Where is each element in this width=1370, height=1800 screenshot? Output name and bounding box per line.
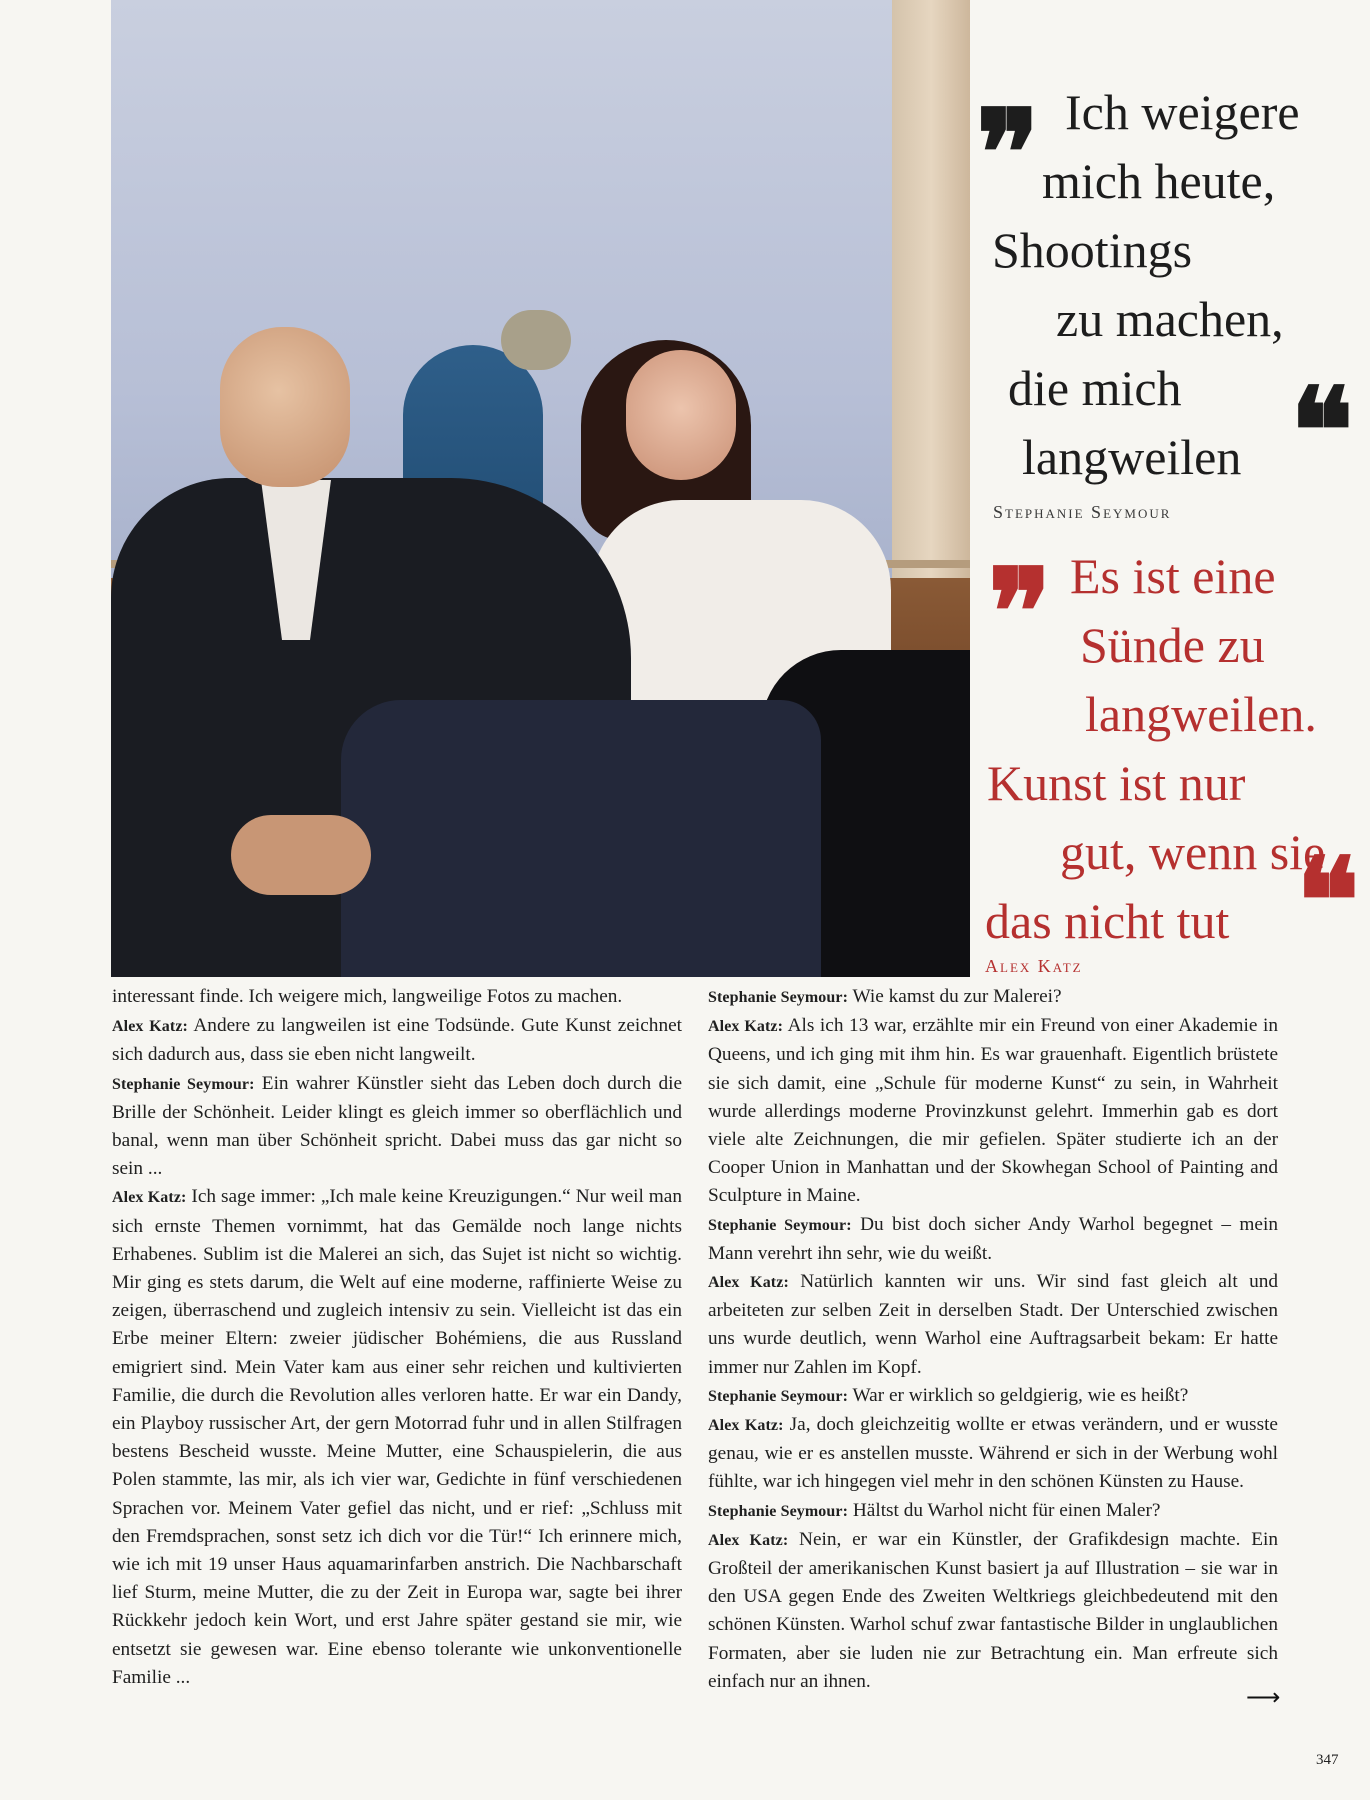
page-number: 347	[1316, 1752, 1339, 1768]
speaker-name: Stephanie Seymour:	[708, 1216, 852, 1234]
speaker-name: Alex Katz:	[112, 1189, 187, 1207]
speaker-name: Alex Katz:	[708, 1417, 784, 1435]
interview-paragraph	[112, 1183, 682, 1692]
speaker-name: Alex Katz:	[112, 1018, 188, 1036]
paragraph-text: Hältst du Warhol nicht für einen Maler?	[848, 1499, 1161, 1521]
interview-paragraph	[708, 1411, 1278, 1497]
paragraph-text: Als ich 13 war, erzählte mir ein Freund von einer Akademie in Queens, und ich ging mit ihm hin. Es war grauenhaft. Eigentlich brüstete sie sich damit, eine „Schule für moderne Kunst“ zu sein, in Wahrheit wurde allerdings moderne Provinzkunst gelehrt. Immerhin gab es dort viele alte Zeichnungen, die mir gefielen. Später studierte ich an der Cooper Union in Manhattan und der Skowhegan School of Painting and Sculpture in Maine.	[708, 1015, 1278, 1207]
close-quote-icon: ❝	[1296, 837, 1360, 968]
speaker-name: Alex Katz:	[708, 1018, 784, 1036]
article-column-left	[112, 983, 682, 1692]
open-quote-icon: ❞	[976, 89, 1040, 220]
interview-paragraph	[708, 1211, 1278, 1268]
man-head	[220, 327, 350, 487]
speaker-name: Stephanie Seymour:	[708, 989, 849, 1006]
quote-line: die mich	[1008, 360, 1182, 416]
interview-paragraph	[708, 1268, 1278, 1382]
man-jeans	[341, 700, 821, 977]
speaker-name: Stephanie Seymour:	[708, 1387, 849, 1405]
interview-paragraph	[708, 983, 1278, 1012]
paragraph-text: Ja, doch gleichzeitig wollte er etwas verändern, und er wusste genau, wie er es anstellen musste. Während er sich in der Werbung wohl fühlte, war ich hingegen viel mehr in den schönen Künsten zu Hause.	[708, 1414, 1278, 1493]
paragraph-text: Andere zu langweilen ist eine Todsünde. Gute Kunst zeichnet sich dadurch aus, dass sie eben nicht langweilt.	[112, 1015, 682, 1066]
quote-attribution: Alex Katz	[985, 956, 1083, 976]
interview-paragraph	[112, 983, 682, 1012]
quote-line: Shootings	[992, 222, 1193, 278]
speaker-name: Stephanie Seymour:	[708, 1502, 849, 1520]
interview-paragraph	[112, 1070, 682, 1184]
quote-line: mich heute,	[1042, 153, 1276, 209]
speaker-name: Alex Katz:	[708, 1274, 789, 1292]
painting-head	[501, 310, 571, 370]
interview-paragraph	[708, 1382, 1278, 1411]
speaker-name: Stephanie Seymour:	[112, 1075, 255, 1093]
wall-panel	[892, 0, 970, 600]
paragraph-text: Du bist doch sicher Andy Warhol begegnet – mein Mann verehrt ihn sehr, wie du weißt.	[708, 1213, 1278, 1264]
open-quote-icon: ❞	[988, 548, 1052, 679]
portrait-photo	[111, 0, 970, 977]
interview-paragraph	[708, 1526, 1278, 1696]
woman-face	[626, 350, 736, 480]
paragraph-text: Natürlich kannten wir uns. Wir sind fast gleich alt und arbeiteten zur selben Zeit in derselben Stadt. Der Unterschied zwischen uns wurde deutlich, wenn Warhol eine Auftragsarbeit bekam: Er hatte immer nur Zahlen im Kopf.	[708, 1271, 1278, 1378]
quote-line: gut, wenn sie	[1060, 824, 1326, 880]
continue-arrow-icon: ⟶	[1246, 1685, 1281, 1711]
quote-line: zu machen,	[1056, 291, 1284, 347]
quote-attribution: Stephanie Seymour	[993, 502, 1172, 522]
quote-line: langweilen	[1022, 429, 1242, 485]
man-hand	[231, 815, 371, 895]
paragraph-text: Ich sage immer: „Ich male keine Kreuzigungen.“ Nur weil man sich ernste Themen vornimmt, hat das Gemälde noch lange nichts Erhabenes. Sublim ist die Malerei an sich, das Sujet ist nicht so wichtig. Mir ging es stets darum, die Welt auf eine moderne, raffinierte Weise zu zeigen, überraschend und zugleich intensiv zu sein. Vielleicht ist das ein Erbe meiner Eltern: zweier jüdischer Bohémiens, die aus Russland emigriert sind. Mein Vater kam aus einer sehr reichen und kultivierten Familie, die durch die Revolution alles verloren hatte. Er war ein Dandy, ein Playboy russischer Art, der gern Motorrad fuhr und in allen Stilfragen bestens Bescheid wusste. Meine Mutter, eine Schauspielerin, die aus Polen stammte, las mir, als ich vier war, Gedichte in fünf verschiedenen Sprachen vor. Meinem Vater gefiel das nicht, und er rief: „Schluss mit den Fremdsprachen, sonst setz ich dich vor die Tür!“ Ich erinnere mich, wie ich mit 19 unser Haus aquamarinfarben anstrich. Die Nachbarschaft lief Sturm, meine Mutter, die zu der Zeit in Europa war, sagte bei ihrer Rückkehr jedoch kein Wort, und erst Jahre später gestand sie mir, wie entsetzt sie gewesen war. Eine ebenso tolerante wie unkonventionelle Familie ...	[112, 1186, 682, 1688]
paragraph-text: Nein, er war ein Künstler, der Grafikdesign machte. Ein Großteil der amerikanischen Kunst basiert ja auf Illustration – sie war in den USA gegen Ende des Zweiten Weltkriegs gleichbedeutend mit den schönen Künsten. Warhol schuf zwar fantastische Bilder in unglaublichen Formaten, aber sie luden nie zur Betrachtung ein. Man erfreute sich einfach nur an ihnen.	[708, 1528, 1278, 1692]
close-quote-icon: ❝	[1290, 367, 1354, 498]
quote-line: Ich weigere	[1065, 84, 1300, 140]
paragraph-text: interessant finde. Ich weigere mich, langweilige Fotos zu machen.	[112, 986, 623, 1007]
quote-line: langweilen.	[1085, 686, 1317, 742]
quote-line: Sünde zu	[1080, 617, 1265, 673]
quote-line: Es ist eine	[1070, 548, 1276, 604]
interview-paragraph	[112, 1012, 682, 1069]
interview-paragraph	[708, 1497, 1278, 1526]
interview-paragraph	[708, 1012, 1278, 1210]
paragraph-text: Wie kamst du zur Malerei?	[848, 986, 1062, 1007]
paragraph-text: Ein wahrer Künstler sieht das Leben doch durch die Brille der Schönheit. Leider klingt es gleich immer so oberflächlich und banal, wenn man über Schönheit spricht. Dabei muss das gar nicht so sein ...	[112, 1072, 683, 1180]
quote-line: Kunst ist nur	[987, 755, 1246, 811]
article-column-right	[708, 983, 1278, 1696]
paragraph-text: War er wirklich so geldgierig, wie es heißt?	[848, 1384, 1189, 1406]
quote-line: das nicht tut	[985, 893, 1230, 949]
speaker-name: Alex Katz:	[708, 1531, 789, 1549]
